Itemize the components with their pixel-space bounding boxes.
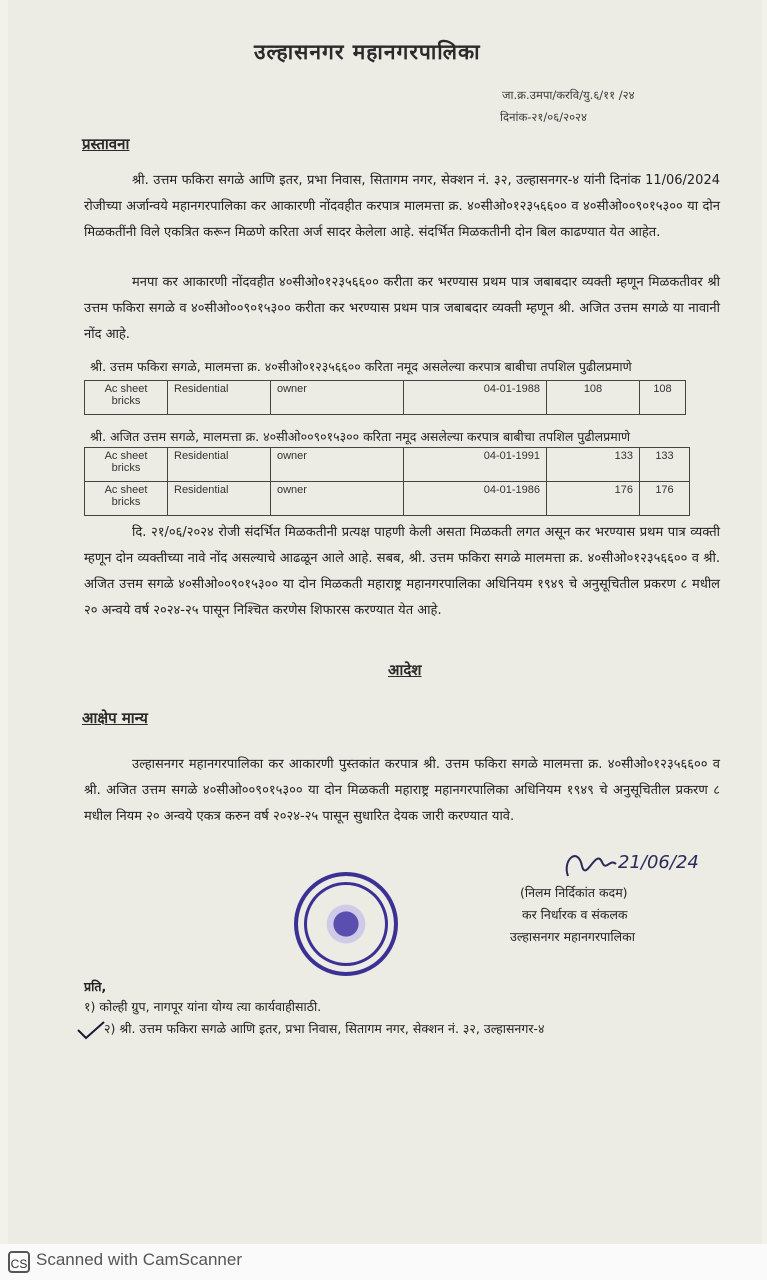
scanner-watermark-text: Scanned with CamScanner [36,1250,243,1269]
table-cell: 176 [640,482,690,516]
table2-caption: श्री. अजित उत्तम सगळे, मालमत्ता क्र. ४०सीओ००९०१५३०० करिता नमूद असलेल्या करपात्र बाबीचा तपशिल पुढीलप्रमाणे [90,429,630,444]
document-title: उल्हासनगर महानगरपालिका [254,40,481,64]
objection-heading: आक्षेप मान्य [82,709,148,727]
table-cell: 133 [640,448,690,482]
table-cell: owner [271,482,404,516]
checkmark-icon [76,1020,106,1040]
table2 [84,447,690,516]
table-cell: Residential [168,448,271,482]
reference-number: जा.क्र.उमपा/करवि/यु.६/११ /२४ [502,88,635,102]
table-cell: Ac sheet bricks [85,482,168,516]
table-cell: 04-01-1986 [404,482,547,516]
signatory-designation: कर निर्धारक व संकलक [522,907,628,922]
table-cell: 176 [547,482,640,516]
table1-caption: श्री. उत्तम फकिरा सगळे, मालमत्ता क्र. ४०सीओ०१२३५६६०० करिता नमूद असलेल्या करपात्र बाबीचा तपशिल पुढीलप्रमाणे [90,359,632,374]
table-cell: owner [271,381,404,415]
copy-to-label: प्रति, [84,979,107,994]
signatory-office: उल्हासनगर महानगरपालिका [510,929,635,944]
intro-paragraph-2: मनपा कर आकारणी नोंदवहीत ४०सीओ०१२३५६६०० करीता कर भरण्यास प्रथम पात्र जबाबदार व्यक्ती म्हणून मिळकतीवर श्री उत्तम फकिरा सगळे व ४०सीओ००९०१५३०० करीता कर भरण्यास प्रथम पात्र जबाबदार व्यक्ती म्हणून श्री. अजित उत्तम सगळे या नावानी नोंद आहे. [84,275,720,342]
table-cell: 04-01-1991 [404,448,547,482]
table-cell: 04-01-1988 [404,381,547,415]
intro-paragraph-1: श्री. उत्तम फकिरा सगळे आणि इतर, प्रभा निवास, सितागम नगर, सेक्शन नं. ३२, उल्हासनगर-४ यांनी दिनांक 11/06/2024 रोजीच्या अर्जान्वये महानगरपालिका कर आकारणी नोंदवहीत करपात्र मालमत्ता क्र. ४०सीओ०१२३५६६०० व ४०सीओ००९०१५३०० या दोन मिळकतींनी विले एकत्रित करून मिळणे करिता अर्ज सादर केलेला आहे. संदर्भित मिळकतीनी दोन बिल काढण्यात येत आहेत. [84,173,720,240]
copy-to-item-1: १) कोल्ही ग्रुप, नागपूर यांना योग्य त्या कार्यवाहीसाठी. [84,999,322,1014]
table-cell: Ac sheet bricks [85,381,168,415]
table-cell: Ac sheet bricks [85,448,168,482]
table1 [84,380,686,415]
order-heading: आदेश [388,661,422,679]
table-row [85,448,690,482]
intro-heading: प्रस्तावना [82,135,130,153]
document-date: दिनांक-२१/०६/२०२४ [500,110,588,124]
table-row [85,482,690,516]
table-row [85,381,686,415]
table-cell: owner [271,448,404,482]
table-cell: 108 [547,381,640,415]
table-cell: 108 [640,381,686,415]
handwritten-date: 21/06/24 [618,852,699,873]
table-cell: Residential [168,482,271,516]
signature-mark [560,838,699,888]
official-seal-stamp [294,872,398,976]
order-paragraph: उल्हासनगर महानगरपालिका कर आकारणी पुस्तकांत करपात्र श्री. उत्तम फकिरा सगळे मालमत्ता क्र. ४०सीओ०१२३५६६०० व श्री. अजित उत्तम सगळे ४०सीओ००९०१५३०० या दोन मिळकती महाराष्ट्र महानगरपालिका अधिनियम १९४९ चे अनुसूचितील प्रकरण ८ मधील नियम २० अन्वये एकत्र करुन वर्ष २०२४-२५ पासून सुधारित देयक जारी करण्यात यावे. [84,757,720,824]
signatory-name: (निलम निर्दिकांत कदम) [520,885,628,900]
table-cell: Residential [168,381,271,415]
copy-to-item-2: २) श्री. उत्तम फकिरा सगळे आणि इतर, प्रभा निवास, सितागम नगर, सेक्शन नं. ३२, उल्हासनगर-४ [104,1021,545,1036]
table-cell: 133 [547,448,640,482]
inspection-paragraph: दि. २१/०६/२०२४ रोजी संदर्भित मिळकतीनी प्रत्यक्ष पाहणी केली असता मिळकती लगत असून कर भरण्यास प्रथम पात्र व्यक्ती म्हणून दोन व्यक्तीच्या नावे नोंद असल्याचे आढळून आले आहे. सबब, श्री. उत्तम फकिरा सगळे मालमत्ता क्र. ४०सीओ०१२३५६६०० व श्री. अजित उत्तम सगळे ४०सीओ००९०१५३०० या दोन मिळकती महाराष्ट्र महानगरपालिका अधिनियम १९४९ चे अनुसूचितील प्रकरण ८ मधील २० अन्वये वर्ष २०२४-२५ पासून निश्चित करणेस शिफारस करण्यात येत आहे. [84,525,720,618]
camscanner-logo-icon: CS [8,1251,30,1273]
